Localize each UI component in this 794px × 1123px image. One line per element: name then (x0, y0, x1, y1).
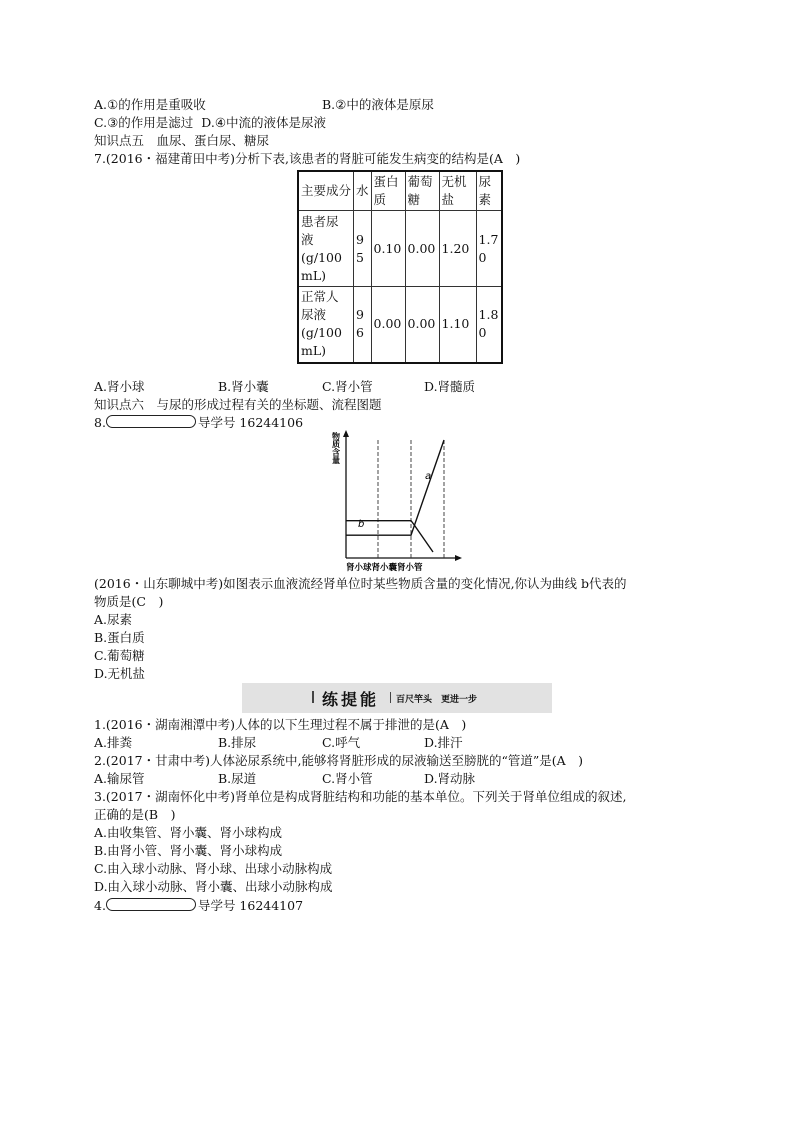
p4-guide-number: 导学号 16244107 (197, 898, 304, 913)
p3-option-d: D.由入球小动脉、肾小囊、出球小动脉构成 (94, 879, 333, 894)
q6-option-c-d (94, 114, 326, 132)
q7-stem: 7.(2016・福建莆田中考)分析下表,该患者的肾脏可能发生病变的结构是(A ) (94, 151, 521, 166)
q8-guide-number: 导学号 16244106 (197, 415, 304, 430)
header-cell: 蛋白质 (371, 171, 405, 211)
q7-option-d: D.肾髓质 (424, 379, 476, 394)
banner-title: 练提能 (322, 690, 380, 709)
urine-table (297, 170, 503, 364)
row-label: 患者尿 液 (g/100 mL) (298, 211, 354, 287)
q7-option-b: B.肾小囊 (218, 379, 269, 394)
q8-stem-line2: 物质是(C ) (94, 594, 164, 609)
header-cell: 尿素 (476, 171, 502, 211)
q6-option-c: C.③的作用是滤过 (94, 115, 194, 130)
table-row (298, 211, 502, 287)
q8-guide-line (94, 414, 303, 432)
p2-option-a: A.输尿管 (94, 771, 145, 786)
banner-subtitle: 百尺竿头 更进一步 (396, 695, 478, 705)
p2-option-b: B.尿道 (218, 771, 257, 786)
q8-option-d: D.无机盐 (94, 666, 146, 681)
p1-option-b: B.排尿 (218, 735, 257, 750)
y-axis-arrow (343, 430, 349, 437)
header-cell: 主要成分 (298, 171, 354, 211)
q7-option-a: A.肾小球 (94, 379, 145, 394)
q6-option-a: A.①的作用是重吸收 (94, 97, 206, 112)
series-a-label: a (425, 471, 432, 482)
row-label: 正常人 尿液 (g/100 mL) (298, 287, 354, 363)
salt-cell: 1.10 (439, 287, 476, 363)
x-axis-arrow (455, 555, 462, 561)
q6-option-b: B.②中的液体是原尿 (322, 97, 434, 112)
p1-option-a: A.排粪 (94, 735, 133, 750)
p4-number: 4. (94, 898, 106, 913)
q8-option-c: C.葡萄糖 (94, 648, 145, 663)
q8-chart (330, 430, 470, 578)
q6-option-d: D.④中流的液体是尿液 (201, 115, 327, 130)
protein-cell: 0.00 (371, 287, 405, 363)
banner-divider (390, 692, 391, 703)
p2-option-d: D.肾动脉 (424, 771, 476, 786)
urea-cell: 1.7 0 (476, 211, 502, 287)
q8-option-b: B.蛋白质 (94, 630, 145, 645)
x-axis-label: 肾小球肾小囊肾小管 (346, 563, 423, 573)
q8-option-a: A.尿素 (94, 612, 133, 627)
header-cell: 水 (354, 171, 372, 211)
q8-number: 8. (94, 415, 106, 430)
p4-guide-line (94, 897, 303, 915)
water-cell: 9 6 (354, 287, 372, 363)
q8-stem-line1: (2016・山东聊城中考)如图表示血液流经肾单位时某些物质含量的变化情况,你认为曲线 b代表的 (94, 576, 627, 591)
p3-stem-line2: 正确的是(B ) (94, 807, 176, 822)
q7-option-c: C.肾小管 (322, 379, 373, 394)
glucose-cell: 0.00 (405, 287, 439, 363)
p1-option-c: C.呼气 (322, 735, 361, 750)
protein-cell: 0.10 (371, 211, 405, 287)
header-cell: 无机盐 (439, 171, 476, 211)
series-b-label: b (358, 519, 365, 530)
p2-stem: 2.(2017・甘肃中考)人体泌尿系统中,能够将肾脏形成的尿液输送至膀胱的“管道”是(A ) (94, 753, 584, 768)
answer-blank-pill (106, 898, 196, 911)
section6-title: 知识点六 与尿的形成过程有关的坐标题、流程图题 (94, 397, 382, 412)
p3-option-c: C.由入球小动脉、肾小球、出球小动脉构成 (94, 861, 333, 876)
p1-option-d: D.排汗 (424, 735, 463, 750)
salt-cell: 1.20 (439, 211, 476, 287)
p3-option-b: B.由肾小管、肾小囊、肾小球构成 (94, 843, 283, 858)
glucose-cell: 0.00 (405, 211, 439, 287)
p3-option-a: A.由收集管、肾小囊、肾小球构成 (94, 825, 283, 840)
table-header-row (298, 171, 502, 211)
urea-cell: 1.8 0 (476, 287, 502, 363)
header-cell: 葡萄糖 (405, 171, 439, 211)
answer-blank-pill (106, 415, 196, 428)
p2-option-c: C.肾小管 (322, 771, 373, 786)
water-cell: 9 5 (354, 211, 372, 287)
table-row (298, 287, 502, 363)
y-axis-label: 物质含量 (331, 432, 341, 464)
section5-title: 知识点五 血尿、蛋白尿、糖尿 (94, 133, 270, 148)
p3-stem-line1: 3.(2017・湖南怀化中考)肾单位是构成肾脏结构和功能的基本单位。下列关于肾单位组成的叙述, (94, 789, 627, 804)
section-banner (242, 683, 552, 713)
banner-bar (312, 691, 314, 703)
p1-stem: 1.(2016・湖南湘潭中考)人体的以下生理过程不属于排泄的是(A ) (94, 717, 467, 732)
